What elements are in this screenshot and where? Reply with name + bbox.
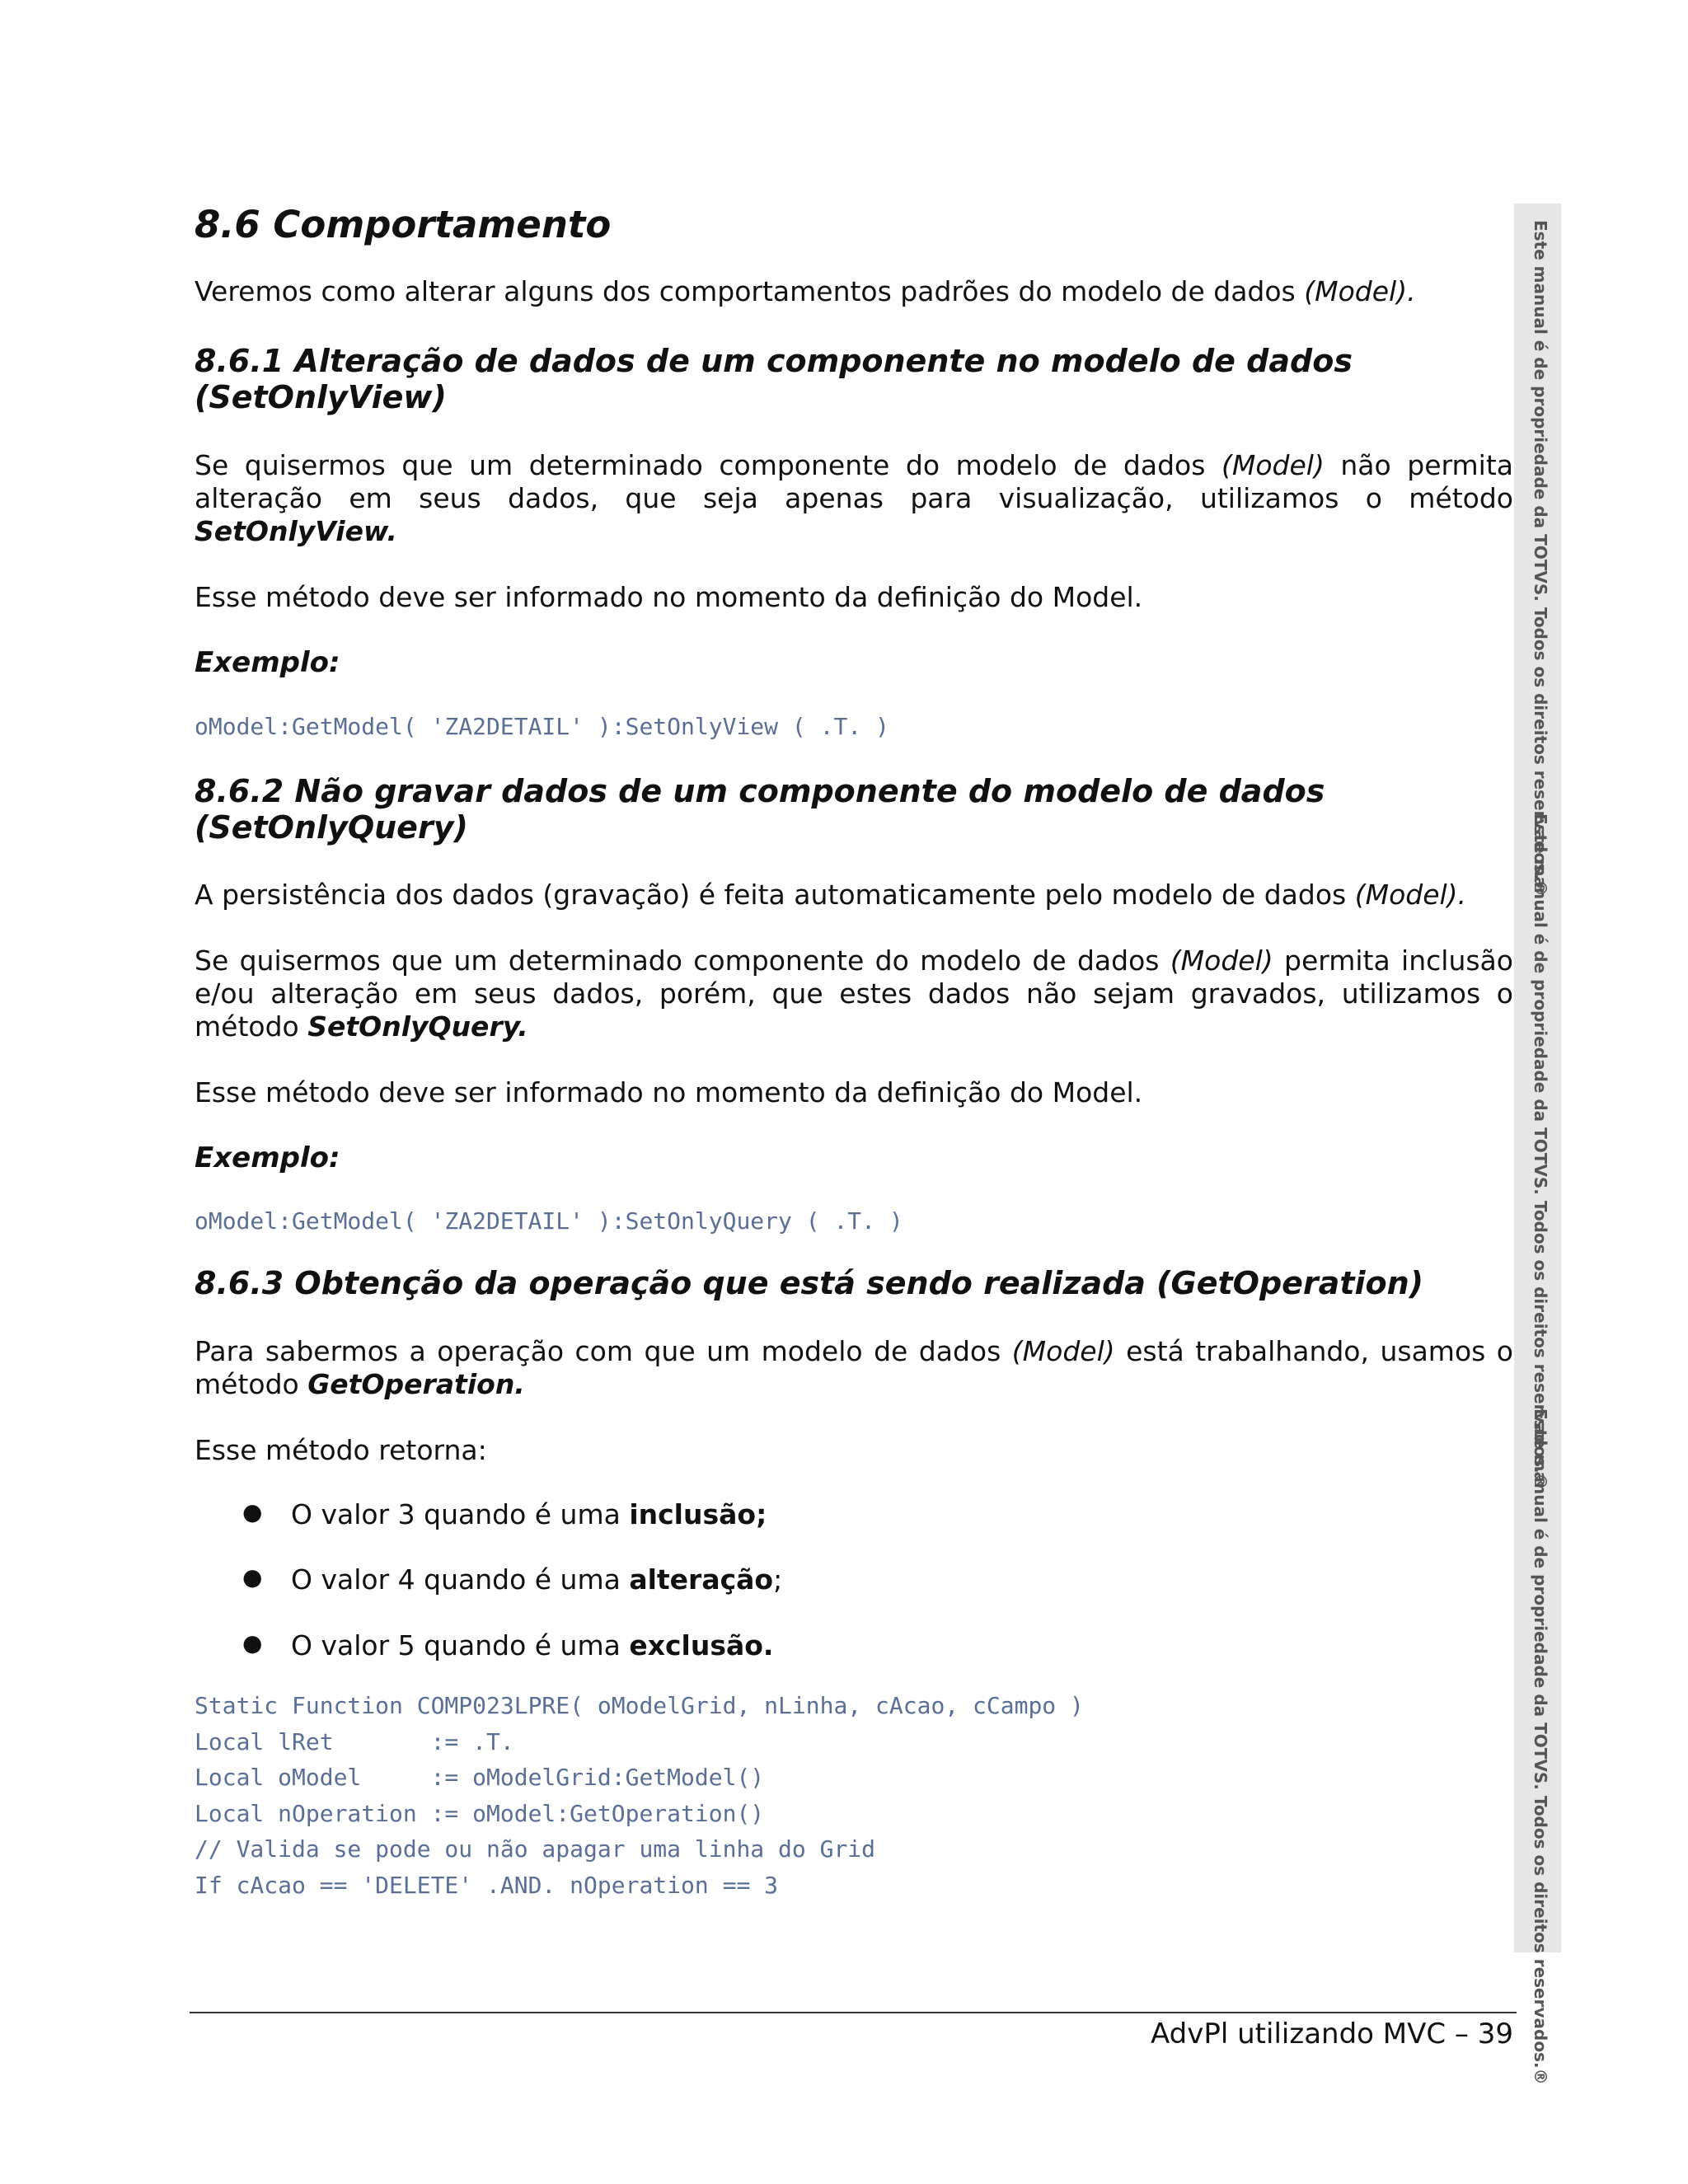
sub2-title [195, 773, 1513, 846]
sub2-paragraph1 [195, 879, 1513, 912]
sub2-example-label: Exemplo: [195, 1141, 340, 1174]
sub3-title: 8.6.3 Obtenção da operação que está sendo realizada (GetOperation) [195, 1265, 1424, 1301]
sub1-paragraph1 [195, 449, 1513, 548]
sub1-code: oModel:GetModel( 'ZA2DETAIL' ):SetOnlyView ( .T. ) [195, 713, 889, 740]
sub2-p2-method: SetOnlyQuery. [307, 1010, 528, 1043]
sub2-p2-text-b: permita inclusão e/ou alteração em seus dados, porém, que estes dados não sejam gravados, utilizamos o método [195, 944, 1513, 1043]
intro-text: Veremos como alterar alguns dos comportamentos padrões do modelo de dados [195, 275, 1296, 307]
bullet-icon: ● [242, 1563, 263, 1591]
list-item-text: O valor 5 quando é uma [291, 1629, 630, 1661]
sub1-title [195, 343, 1513, 415]
sub1-title-line1: 8.6.1 Alteração de dados de um componente no modelo de dados [195, 343, 1353, 379]
copyright-text: Este manual é de propriedade da TOTVS. Todos os direitos reservados.® [1531, 220, 1550, 897]
sub2-p1-em: (Model). [1354, 879, 1467, 911]
sub2-p1-text: A persistência dos dados (gravação) é feita automaticamente pelo modelo de dados [195, 879, 1347, 911]
code-line: Local lRet := .T. [195, 1727, 514, 1755]
sub3-paragraph1 [195, 1335, 1513, 1401]
sub2-p2-em: (Model) [1170, 944, 1273, 977]
sub1-p1-method: SetOnlyView. [195, 515, 397, 547]
page-footer: AdvPl utilizando MVC – 39 [1151, 2018, 1513, 2050]
sub3-p1-em: (Model) [1011, 1335, 1115, 1367]
bullet-icon: ● [242, 1498, 263, 1526]
footer-divider [190, 2012, 1517, 2013]
list-item-strong: inclusão; [629, 1498, 767, 1530]
code-line: Static Function COMP023LPRE( oModelGrid, nLinha, cAcao, cCampo ) [195, 1692, 1084, 1719]
sub1-paragraph2: Esse método deve ser informado no momento da definição do Model. [195, 581, 1143, 613]
code-line: // Valida se pode ou não apagar uma linha do Grid [195, 1835, 876, 1863]
list-item-text: O valor 4 quando é uma [291, 1563, 630, 1596]
sub1-p1-text-b: não permita alteração em seus dados, que seja apenas para visualização, utilizamos o método [195, 449, 1513, 514]
list-item-text: O valor 3 quando é uma [291, 1498, 630, 1530]
code-line: If cAcao == 'DELETE' .AND. nOperation == 3 [195, 1871, 779, 1899]
intro-em: (Model). [1304, 275, 1416, 307]
sub1-p1-text-a: Se quisermos que um determinado componente do modelo de dados [195, 449, 1206, 481]
section-title: 8.6 Comportamento [195, 203, 612, 246]
sub3-p1-method: GetOperation. [307, 1368, 525, 1400]
list-item-strong: alteração [629, 1563, 774, 1596]
copyright-text: Este manual é de propriedade da TOTVS. Todos os direitos reservados.® [1531, 1408, 1550, 2085]
sub3-paragraph2: Esse método retorna: [195, 1434, 487, 1466]
sub2-title-line1: 8.6.2 Não gravar dados de um componente do modelo de dados [195, 773, 1325, 809]
sub1-example-label: Exemplo: [195, 646, 340, 679]
bullet-icon: ● [242, 1629, 263, 1657]
sub1-p1-em: (Model) [1221, 449, 1325, 481]
section-intro [195, 275, 1513, 308]
copyright-sidebar [1514, 204, 1561, 2085]
sub2-p2-text-a: Se quisermos que um determinado componente do modelo de dados [195, 944, 1160, 977]
code-line: Local nOperation := oModel:GetOperation() [195, 1799, 765, 1827]
sub2-paragraph2 [195, 944, 1513, 1043]
sub2-code: oModel:GetModel( 'ZA2DETAIL' ):SetOnlyQuery ( .T. ) [195, 1207, 903, 1235]
code-line: Local oModel := oModelGrid:GetModel() [195, 1764, 765, 1791]
list-item-tail: ; [773, 1563, 783, 1596]
copyright-text: Este manual é de propriedade da TOTVS. Todos os direitos reservados.® [1531, 813, 1550, 1490]
sub3-code-block [195, 1688, 1084, 1903]
sub1-title-line2: (SetOnlyView) [195, 379, 447, 415]
sub2-title-line2: (SetOnlyQuery) [195, 809, 468, 846]
list-item-strong: exclusão. [629, 1629, 774, 1661]
sub3-p1-text-a: Para sabermos a operação com que um modelo de dados [195, 1335, 1001, 1367]
sub2-paragraph3: Esse método deve ser informado no momento da definição do Model. [195, 1076, 1143, 1108]
sub3-p1-text-b: está trabalhando, usamos o método [195, 1335, 1513, 1400]
